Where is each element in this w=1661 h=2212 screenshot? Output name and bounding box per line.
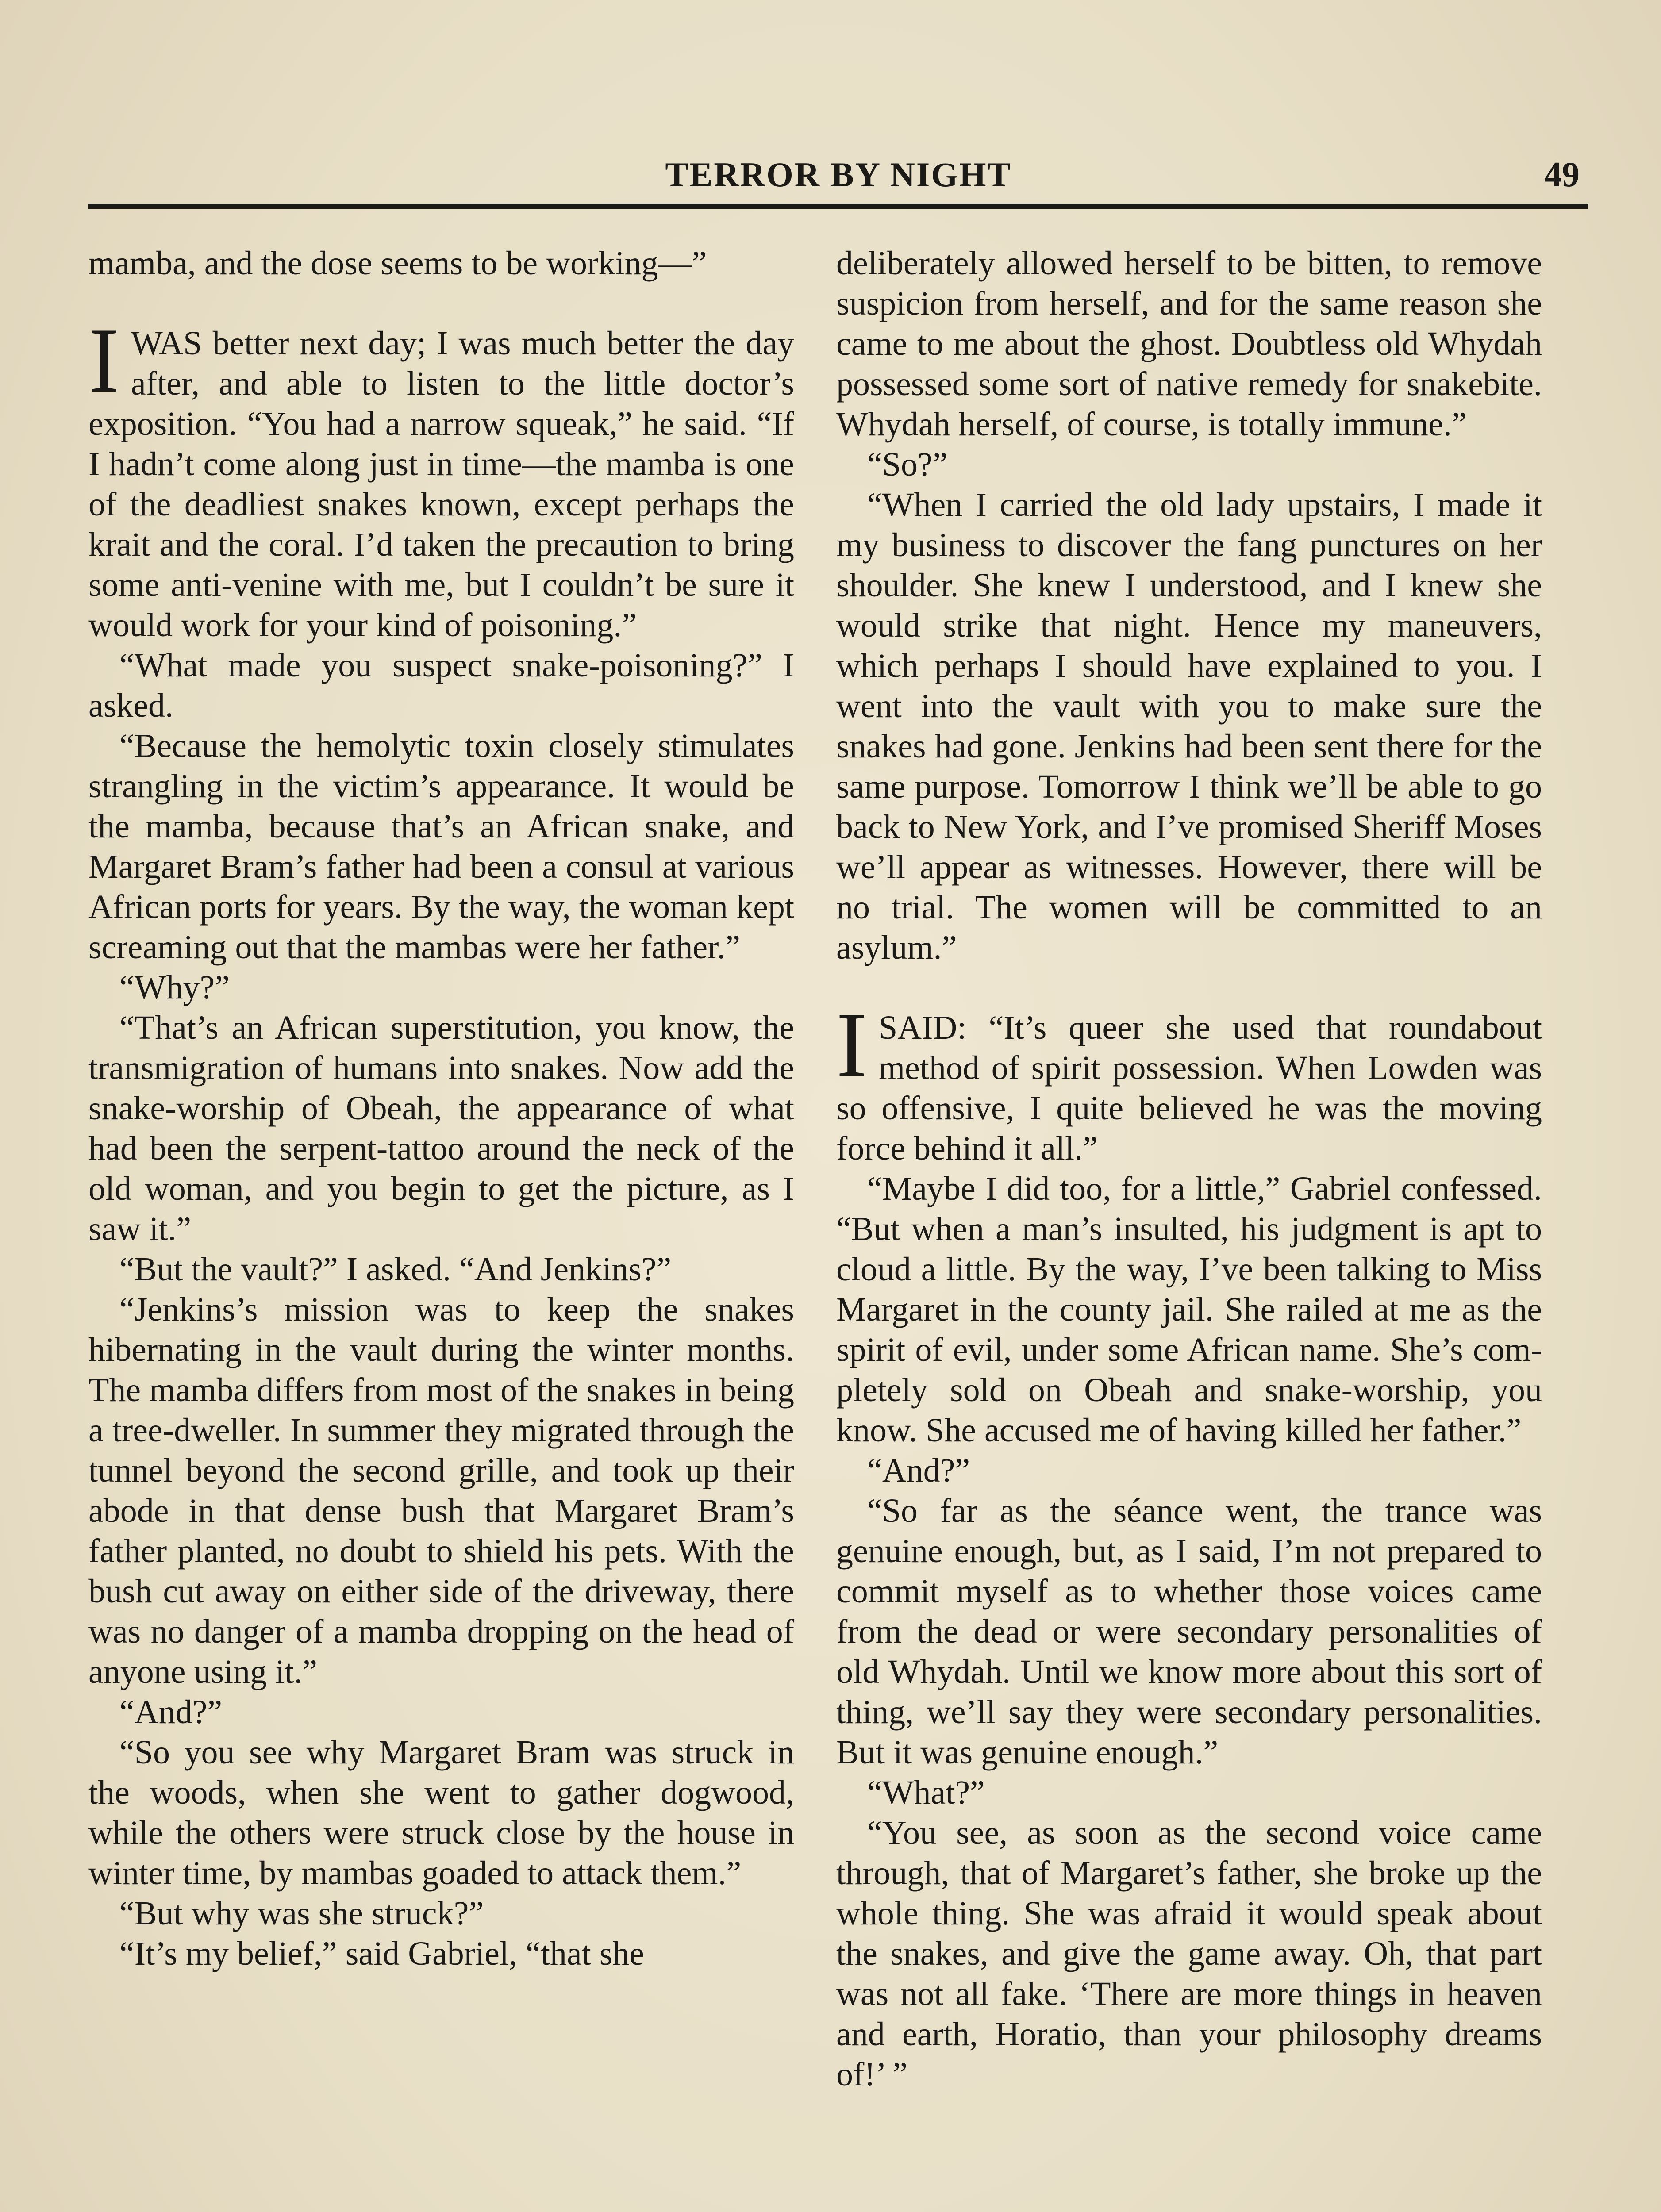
running-title: TERROR BY NIGHT [665,155,1012,194]
paragraph: “Maybe I did too, for a little,” Gabriel confessed. “But when a man’s insulted, his judgment is apt to cloud a little. By the way, I’ve been talking to Miss Margaret in the county jail. She railed at me as the spirit of evil, under some African name. She’s completely sold on Obeah and snake-worship, you know. She accused me of having killed her father.” [836,1170,1542,1449]
paragraph-text: SAID: “It’s queer she used that roundabout method of spirit possession. When Lowden was so offensive, I quite believed he was the moving force behind it all.” [836,1009,1542,1167]
section-start-paragraph [88,309,794,645]
page-header [88,150,1588,209]
paragraph: “Jenkins’s mission was to keep the snakes hibernating in the vault during the winter months. The mamba differs from most of the snakes in being a tree-dweller. In summer they migrated through the tunnel beyond the second grille, and took up their abode in that dense bush that Margaret Bram’s father planted, no doubt to shield his pets. With the bush cut away on either side of the driveway, there was no danger of a mamba dropping on the head of anyone using it.” [88,1291,794,1690]
drop-cap: I [836,994,867,1096]
paragraph: “When I carried the old lady upstairs, I made it my business to discover the fang punctures on her shoulder. She knew I understood, and I knew she would strike that night. Hence my maneuvers, which perhaps I should have explained to you. I went into the vault with you to make sure the snakes had gone. Jenkins had been sent there for the same purpose. Tomorrow I think we’ll be able to go back to New York, and I’ve promised Sheriff Moses we’ll appear as witnesses. However, there will be no trial. The women will be committed to an asylum.” [836,486,1542,966]
page-number: 49 [1544,155,1580,194]
section-start-paragraph [836,994,1542,1169]
paragraph: “It’s my belief,” said Gabriel, “that she [119,1935,645,1972]
paragraph: “What?” [867,1774,985,1811]
left-column [88,243,794,1974]
paragraph: “So?” [867,446,948,483]
paragraph: “But why was she struck?” [119,1895,484,1932]
paragraph: “You see, as soon as the second voice came through, that of Margaret’s father, she broke up the whole thing. She was afraid it would speak about the snakes, and give the game away. Oh, that part was not all fake. ‘There are more things in heaven and earth, Horatio, than your philosophy dreams of!’ ” [836,1814,1542,2093]
paragraph: “And?” [119,1694,223,1731]
paragraph: “So far as the séance went, the trance was genuine enough, but, as I said, I’m not prepared to commit myself as to whether those voices came from the dead or were secondary personalities of old Whydah. Until we know more about this sort of thing, we’ll say they were secondary personalities. But it was genuine enough.” [836,1492,1542,1771]
paragraph: “So you see why Margaret Bram was struck in the woods, when she went to gather dogwood, while the others were struck close by the house in winter time, by mambas goaded to attack them.” [88,1734,794,1892]
right-column [836,243,1542,2095]
paragraph: “That’s an African superstitution, you know, the transmigration of humans into snakes. Now add the snake-worship of Obeah, the appearance of what had been the serpent-tattoo around the neck of the old woman, and you begin to get the picture, as I saw it.” [88,1009,794,1248]
paragraph: “Because the hemolytic toxin closely stimulates strangling in the victim’s appearance. It would be the mamba, because that’s an African snake, and Margaret Bram’s father had been a consul at various African ports for years. By the way, the woman kept screaming out that the mambas were her father.” [88,727,794,966]
paragraph-text: WAS better next day; I was much better the day after, and able to listen to the little doctor’s exposition. “You had a narrow squeak,” he said. “If I hadn’t come along just in time—the mamba is one of the deadliest snakes known, except perhaps the krait and the coral. I’d taken the precaution to bring some anti-venine with me, but I couldn’t be sure it would work for your kind of poisoning.” [88,325,794,644]
paragraph: “But the vault?” I asked. “And Jenkins?” [119,1251,672,1288]
paragraph: “And?” [867,1452,970,1489]
paragraph: “What made you suspect snake-poisoning?” I asked. [88,647,794,724]
drop-cap: I [88,309,119,412]
paragraph: mamba, and the dose seems to be working—” [88,245,707,282]
paragraph: deliberately allowed herself to be bitten, to remove suspicion from herself, and for the same reason she came to me about the ghost. Doubtless old Whydah possessed some sort of native remedy for snakebite. Whydah herself, of course, is totally immune.” [836,245,1542,443]
paragraph: “Why?” [119,969,230,1006]
